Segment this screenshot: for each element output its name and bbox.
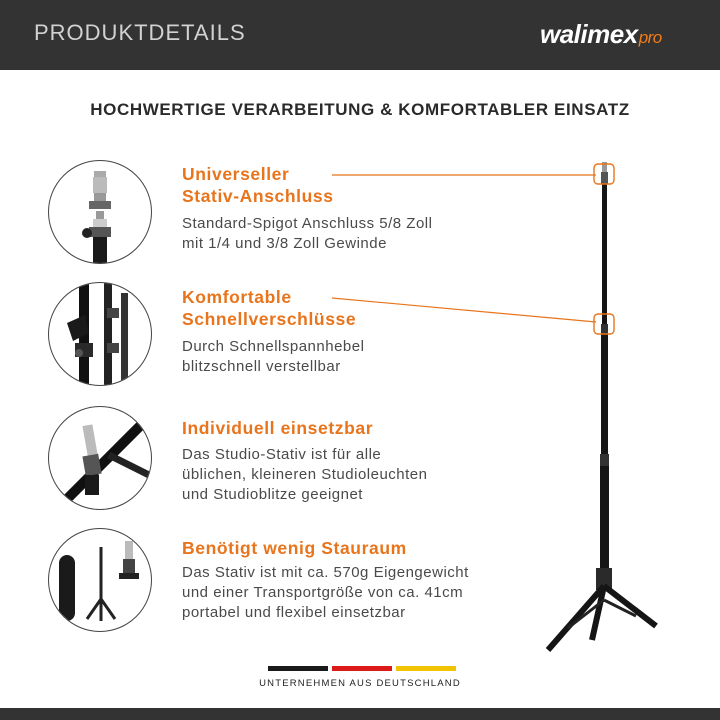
feature-4-desc-line1: Das Stativ ist mit ca. 570g Eigengewicht [182,564,469,581]
feature-4-desc-line2: und einer Transportgröße von ca. 41cm [182,584,464,601]
footer-text: UNTERNEHMEN AUS DEUTSCHLAND [259,678,461,689]
feature-1-title-line1: Universeller [182,164,290,184]
feature-2-desc-line2: blitzschnell verstellbar [182,358,341,375]
bottom-bar [0,708,720,720]
main-heading: HOCHWERTIGE VERARBEITUNG & KOMFORTABLER EINSATZ [90,100,630,119]
feature-2-desc-line1: Durch Schnellspannhebel [182,338,365,355]
feature-3-desc-line2: üblichen, kleineren Studioleuchten [182,466,428,483]
feature-3-title-line1: Individuell einsetzbar [182,418,374,438]
feature-4-title-line1: Benötigt wenig Stauraum [182,538,407,558]
feature-1-title-line2: Stativ-Anschluss [182,186,334,206]
flag-gold [396,666,456,671]
brand-suffix: pro [638,28,662,47]
feature-2-title-line1: Komfortable [182,287,292,307]
flag-black [268,666,328,671]
feature-3-desc-line1: Das Studio-Stativ ist für alle [182,446,382,463]
flag-red [332,666,392,671]
brand-x: x [623,19,638,49]
feature-4-desc-line3: portabel und flexibel einsetzbar [182,604,406,621]
brand-main: walime [540,19,624,49]
feature-1-desc-line1: Standard-Spigot Anschluss 5/8 Zoll [182,215,433,232]
page-title: PRODUKTDETAILS [34,20,246,45]
feature-3-desc-line3: und Studioblitze geeignet [182,486,363,503]
feature-1-desc-line2: mit 1/4 und 3/8 Zoll Gewinde [182,235,387,252]
feature-2-title-line2: Schnellverschlüsse [182,309,357,329]
light-stand-icon [500,150,660,660]
